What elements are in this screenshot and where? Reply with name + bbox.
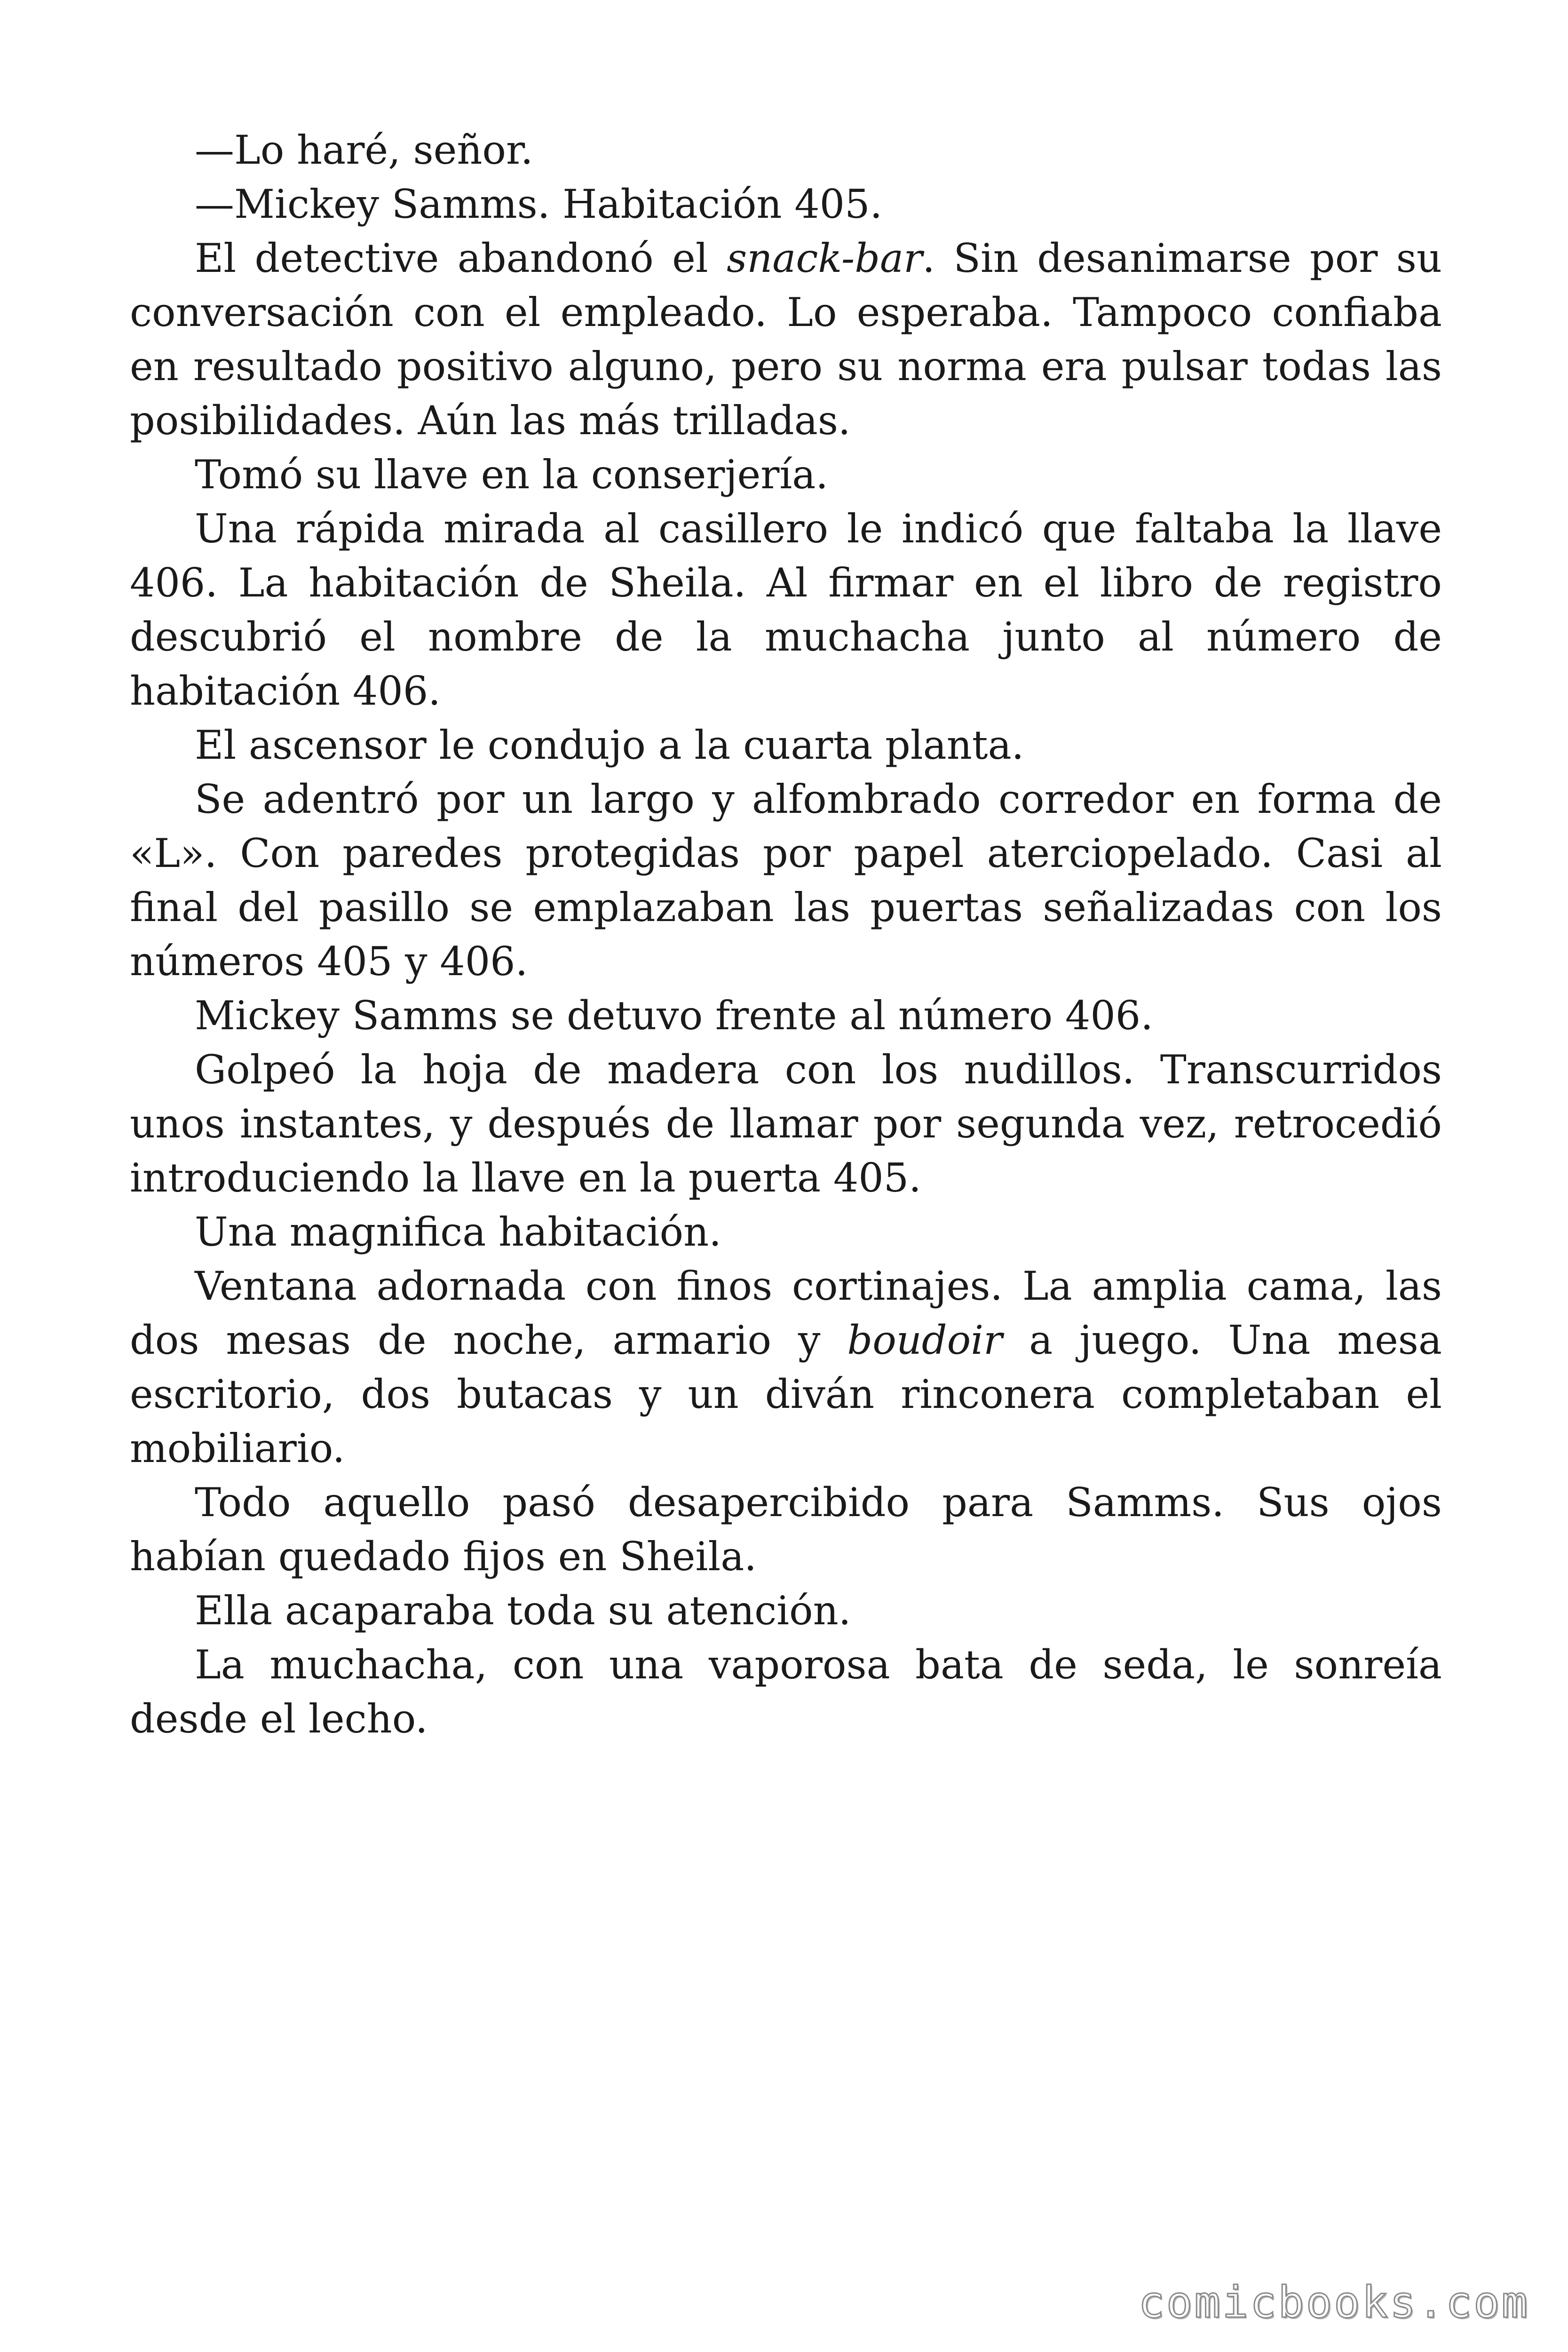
paragraph [130, 772, 1442, 989]
text-run: Golpeó la hoja de madera con los nudillos. Transcurridos unos instantes, y después de llamar por segunda vez, retrocedió introduciendo la llave en la puerta 405. [130, 1047, 1442, 1201]
text-run: Ventana adornada con finos cortinajes. La amplia cama, las dos mesas de noche, armario y [130, 1263, 1442, 1363]
paragraph [130, 177, 1442, 231]
paragraph [130, 231, 1442, 448]
text-run: a juego. Una mesa escritorio, dos butacas y un diván rinconera completaban el mobiliario. [130, 1317, 1442, 1471]
paragraph [130, 1205, 1442, 1259]
watermark: comicbooks.com [1138, 2277, 1529, 2328]
paragraph [130, 1638, 1442, 1746]
text-run: —Mickey Samms. Habitación 405. [195, 181, 883, 227]
text-run: Mickey Samms se detuvo frente al número 406. [195, 993, 1153, 1039]
text-run: El detective abandonó el [195, 235, 727, 281]
text-run: Tomó su llave en la conserjería. [195, 452, 828, 498]
italic-text: boudoir [847, 1317, 1003, 1363]
text-run: . Sin desanimarse por su conversación con el empleado. Lo esperaba. Tampoco confiaba en resultado positivo alguno, pero su norma era pulsar todas las posibilidades. Aún las más trilladas. [130, 235, 1442, 444]
body-text [130, 123, 1442, 1746]
paragraph [130, 718, 1442, 772]
paragraph [130, 448, 1442, 502]
italic-text: snack-bar [727, 235, 923, 281]
paragraph [130, 1584, 1442, 1638]
text-run: Ella acaparaba toda su atención. [195, 1588, 851, 1634]
text-run: Todo aquello pasó desapercibido para Samms. Sus ojos habían quedado fijos en Sheila. [130, 1479, 1442, 1580]
paragraph [130, 123, 1442, 177]
paragraph [130, 989, 1442, 1043]
text-run: Una rápida mirada al casillero le indicó que faltaba la llave 406. La habitación de Sheila. Al firmar en el libro de registro descubrió el nombre de la muchacha junto al número de habitación 406. [130, 506, 1442, 714]
text-run: —Lo haré, señor. [195, 127, 533, 173]
paragraph [130, 1259, 1442, 1476]
paragraph [130, 1043, 1442, 1205]
paragraph [130, 502, 1442, 718]
paragraph [130, 1476, 1442, 1584]
text-run: El ascensor le condujo a la cuarta planta. [195, 722, 1024, 768]
text-run: La muchacha, con una vaporosa bata de seda, le sonreía desde el lecho. [130, 1642, 1442, 1742]
text-run: Se adentró por un largo y alfombrado corredor en forma de «L». Con paredes protegidas por papel aterciopelado. Casi al final del pasillo se emplazaban las puertas señalizadas con los números 405 y 406. [130, 776, 1442, 985]
text-run: Una magnifica habitación. [195, 1209, 721, 1255]
